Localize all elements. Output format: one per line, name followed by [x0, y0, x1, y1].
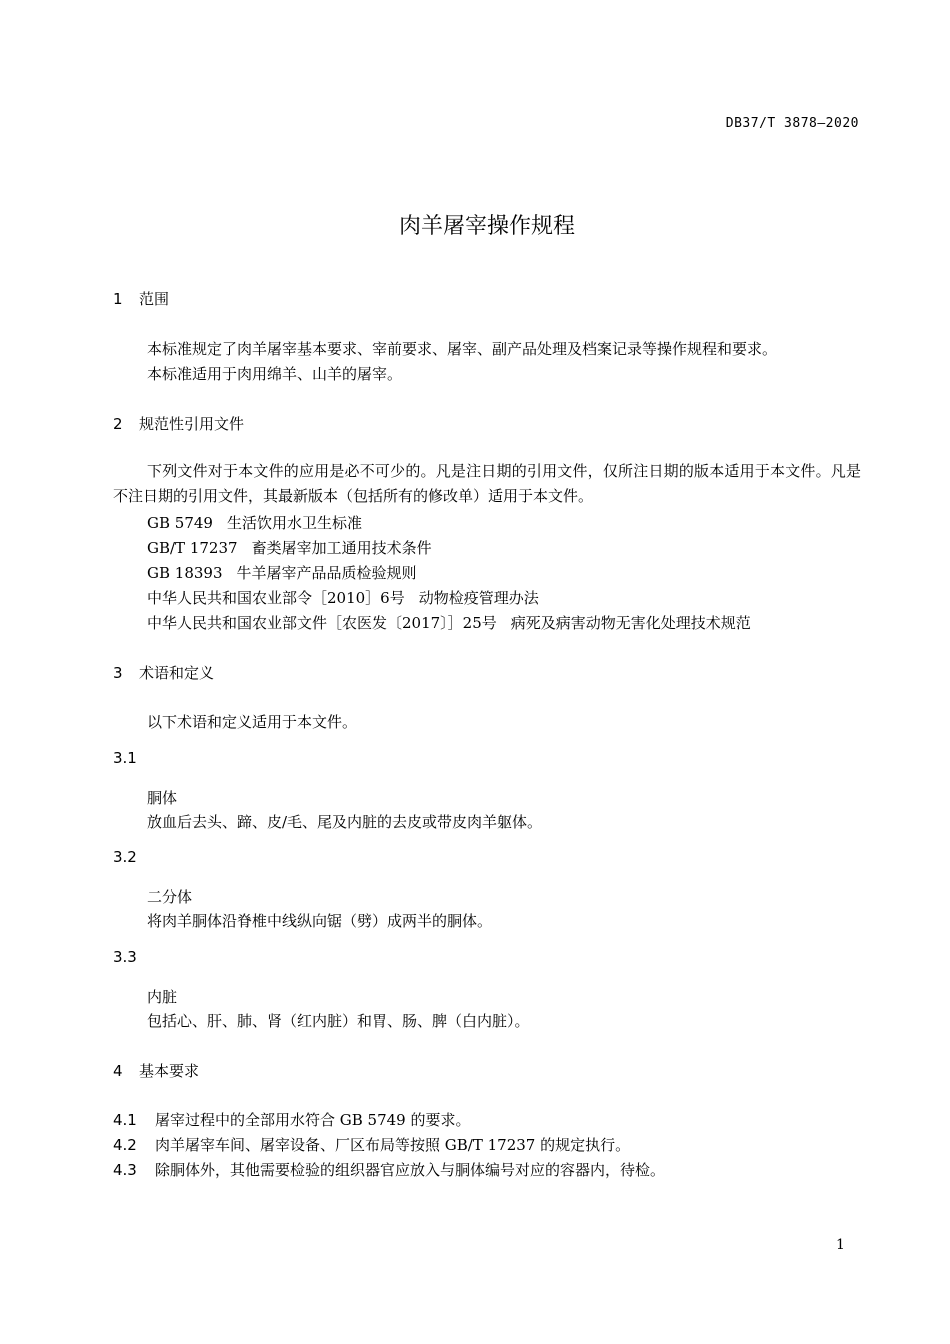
clause-text: 屠宰过程中的全部用水符合 GB 5749 的要求。	[155, 1111, 471, 1129]
clause	[113, 1109, 471, 1130]
term-name: 胴体	[147, 789, 178, 807]
section-number: 2	[113, 415, 123, 433]
section-title: 基本要求	[139, 1062, 200, 1080]
reference-title: 动物检疫管理办法	[418, 589, 539, 607]
reference-item	[147, 587, 539, 608]
term-definition: 放血后去头、蹄、皮/毛、尾及内脏的去皮或带皮肉羊躯体。	[147, 813, 543, 831]
clause	[113, 1134, 630, 1155]
clause-number: 4.1	[113, 1111, 137, 1129]
reference-item	[147, 512, 362, 533]
term-definition: 将肉羊胴体沿脊椎中线纵向锯（劈）成两半的胴体。	[147, 912, 493, 930]
reference-title: 病死及病害动物无害化处理技术规范	[510, 614, 751, 632]
clause-text: 除胴体外，其他需要检验的组织器官应放入与胴体编号对应的容器内，待检。	[155, 1161, 666, 1179]
term-name: 二分体	[147, 888, 193, 906]
clause	[113, 1159, 665, 1180]
reference-title: 生活饮用水卫生标准	[226, 514, 362, 532]
term-number: 3.3	[113, 948, 137, 966]
reference-item	[147, 612, 751, 633]
reference-code: GB 18393	[147, 564, 223, 582]
section-title: 规范性引用文件	[139, 415, 245, 433]
section-3-heading	[113, 662, 214, 683]
reference-item	[147, 562, 417, 583]
page-number: 1	[836, 1237, 845, 1253]
reference-item	[147, 537, 432, 558]
reference-code: GB/T 17237	[147, 539, 238, 557]
section-title: 范围	[139, 290, 170, 308]
section-number: 3	[113, 664, 123, 682]
clause-number: 4.2	[113, 1136, 137, 1154]
paragraph: 本标准适用于肉用绵羊、山羊的屠宰。	[147, 365, 403, 383]
reference-title: 牛羊屠宰产品品质检验规则	[236, 564, 417, 582]
section-2-heading	[113, 413, 244, 434]
paragraph: 以下术语和定义适用于本文件。	[147, 713, 358, 731]
reference-title: 畜类屠宰加工通用技术条件	[251, 539, 432, 557]
section-4-heading	[113, 1060, 199, 1081]
reference-code: 中华人民共和国农业部文件［农医发〔2017〕］25号	[147, 614, 497, 632]
reference-code: 中华人民共和国农业部令［2010］6号	[147, 589, 405, 607]
section-number: 1	[113, 290, 123, 308]
paragraph: 下列文件对于本文件的应用是必不可少的。凡是注日期的引用文件，仅所注日期的版本适用于本文件。凡是不注日期的引用文件，其最新版本（包括所有的修改单）适用于本文件。	[113, 462, 861, 505]
standard-number: DB37/T 3878—2020	[725, 116, 859, 131]
term-number: 3.1	[113, 749, 137, 767]
term-definition: 包括心、肝、肺、肾（红内脏）和胃、肠、脾（白内脏）。	[147, 1012, 530, 1030]
section-number: 4	[113, 1062, 123, 1080]
section-title: 术语和定义	[139, 664, 215, 682]
clause-number: 4.3	[113, 1161, 137, 1179]
term-name: 内脏	[147, 988, 178, 1006]
section-1-heading	[113, 288, 169, 309]
paragraph: 本标准规定了肉羊屠宰基本要求、宰前要求、屠宰、副产品处理及档案记录等操作规程和要求。	[147, 340, 778, 358]
term-number: 3.2	[113, 848, 137, 866]
document-title: 肉羊屠宰操作规程	[398, 214, 575, 239]
clause-text: 肉羊屠宰车间、屠宰设备、厂区布局等按照 GB/T 17237 的规定执行。	[155, 1136, 631, 1154]
reference-code: GB 5749	[147, 514, 213, 532]
